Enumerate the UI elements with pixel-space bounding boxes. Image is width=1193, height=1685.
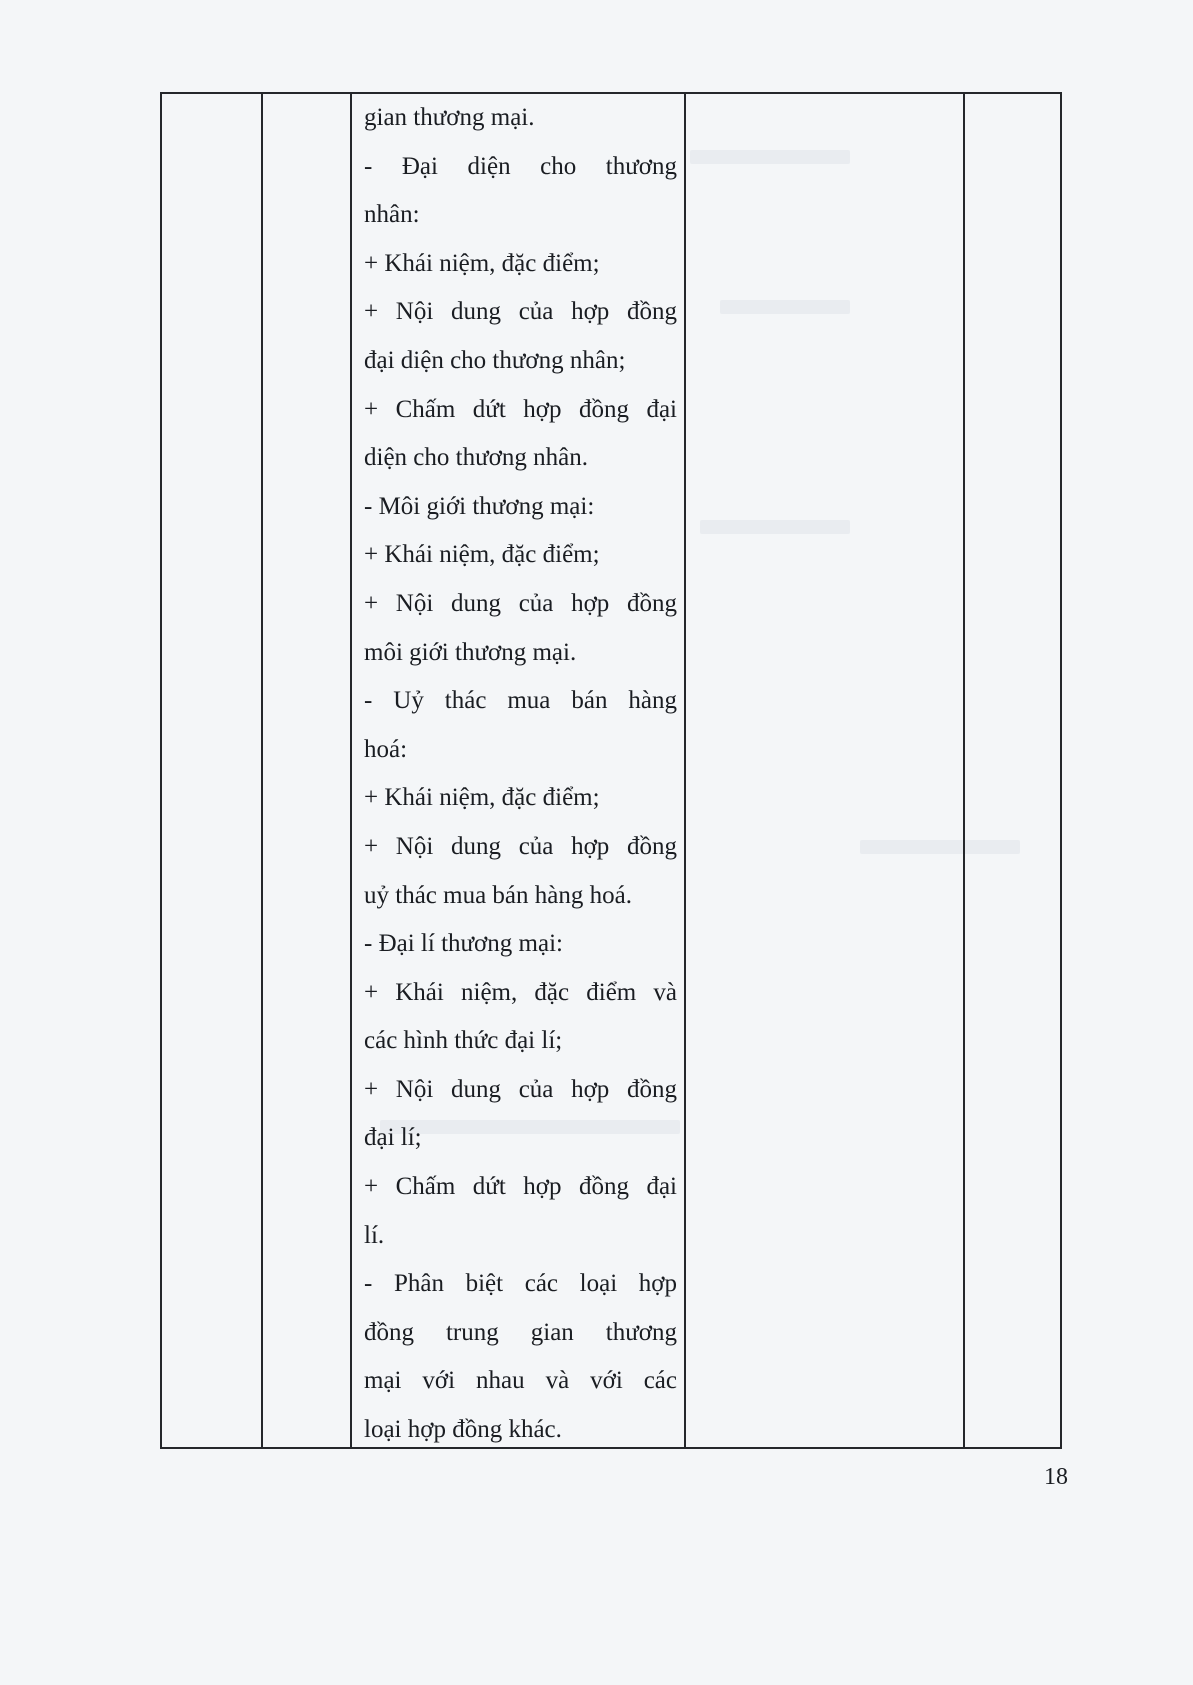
content-cell	[364, 94, 677, 1455]
content-line: - Đại diện cho thương	[364, 152, 677, 180]
content-line: đồng trung gian thương	[364, 1318, 677, 1346]
content-line: - Uỷ thác mua bán hàng	[364, 687, 677, 715]
content-line: hoá:	[364, 735, 408, 763]
content-line: uỷ thác mua bán hàng hoá.	[364, 881, 632, 909]
content-line: + Nội dung của hợp đồng	[364, 832, 677, 860]
content-line: môi giới thương mại.	[364, 638, 577, 666]
content-line: đại diện cho thương nhân;	[364, 346, 626, 374]
content-line: + Chấm dứt hợp đồng đại	[364, 1173, 677, 1201]
content-line: + Nội dung của hợp đồng	[364, 589, 677, 617]
content-line: nhân:	[364, 201, 420, 229]
content-line: gian thương mại.	[364, 104, 535, 131]
page-number: 18	[1044, 1464, 1068, 1490]
content-line: - Phân biệt các loại hợp	[364, 1270, 677, 1298]
column-divider	[350, 94, 352, 1447]
content-line: các hình thức đại lí;	[364, 1027, 563, 1055]
content-line: lí.	[364, 1221, 385, 1249]
content-line: loại hợp đồng khác.	[364, 1416, 562, 1444]
content-line: + Nội dung của hợp đồng	[364, 298, 677, 326]
content-line: - Đại lí thương mại:	[364, 930, 563, 958]
curriculum-table	[160, 92, 1062, 1449]
content-line: đại lí;	[364, 1124, 422, 1152]
content-line: + Nội dung của hợp đồng	[364, 1075, 677, 1103]
content-line: + Khái niệm, đặc điểm;	[364, 541, 600, 569]
content-line: + Khái niệm, đặc điểm;	[364, 784, 600, 812]
content-line: + Khái niệm, đặc điểm;	[364, 249, 600, 277]
content-line: + Khái niệm, đặc điểm và	[364, 978, 677, 1006]
content-line: mại với nhau và với các	[364, 1367, 677, 1395]
content-line: diện cho thương nhân.	[364, 444, 588, 472]
column-divider	[684, 94, 686, 1447]
content-line: - Môi giới thương mại:	[364, 492, 595, 520]
column-divider	[963, 94, 965, 1447]
content-line: + Chấm dứt hợp đồng đại	[364, 395, 677, 423]
column-divider	[261, 94, 263, 1447]
